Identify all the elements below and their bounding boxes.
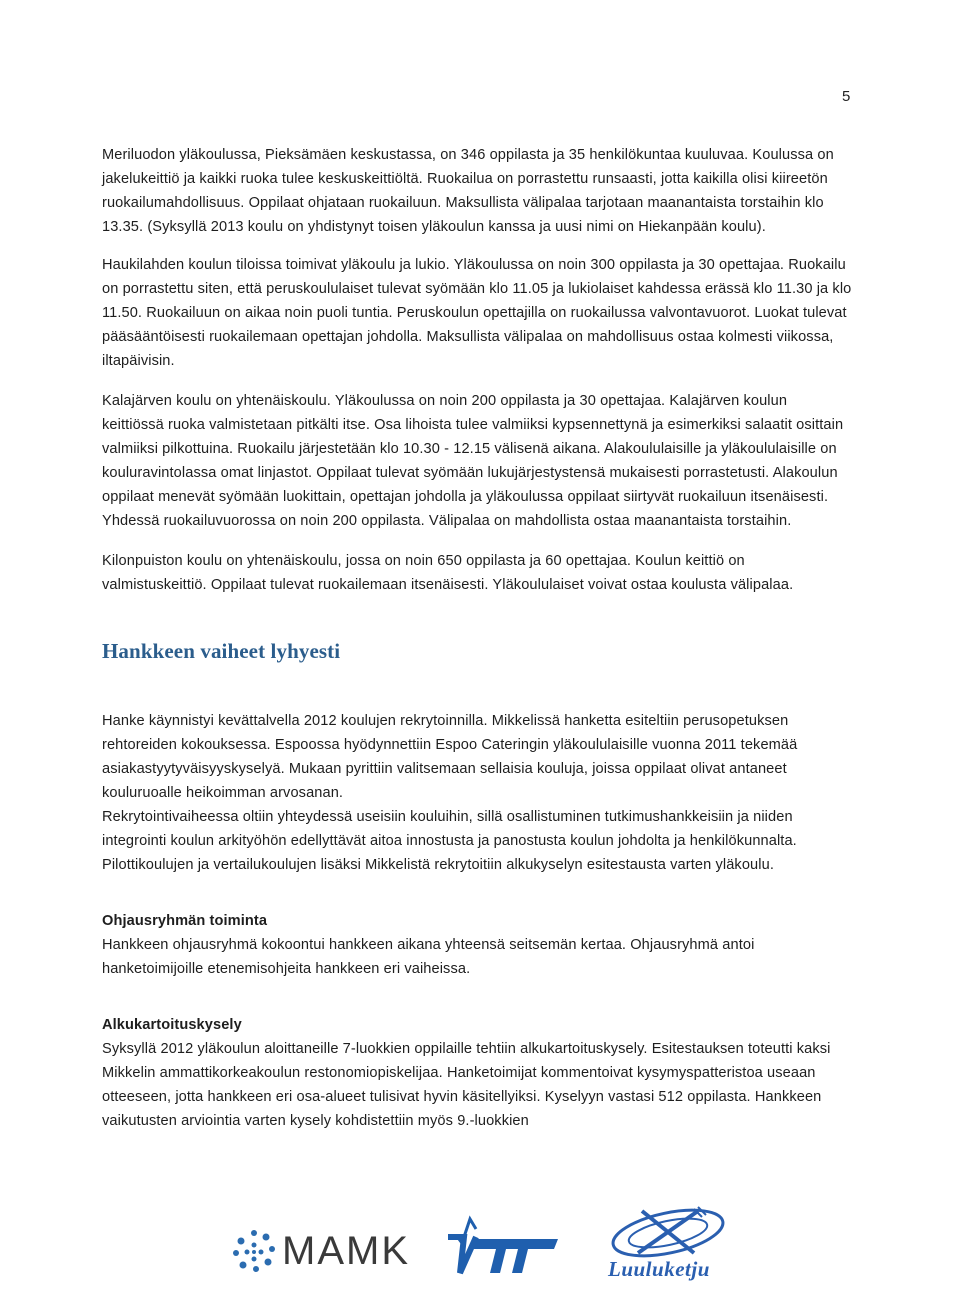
- subheading-ohjausryhma: Ohjausryhmän toiminta: [102, 913, 268, 929]
- paragraph-alkukartoitus: Syksyllä 2012 yläkoulun aloittaneille 7-luokkien oppilaille tehtiin alkukartoituskysely. Esitestauksen toteutti kaksi Mikkelin ammattikorkeakoulun restonomiopiskelijaa. Hanketoimijat kommentoivat kysymyspatteristoa useaan otteeseen, jotta hankkeen eri osa-alueet tulisivat hyvin käsitellyiksi. Kyselyyn vastasi 512 oppilasta. Hankkeen vaikutusten arviointia varten kysely kohdistettiin myös 9.-luokkien: [102, 1041, 831, 1129]
- paragraph-kalajarvi: Kalajärven koulu on yhtenäiskoulu. Yläkoulussa on noin 200 oppilasta ja 30 opettajaa. Kalajärven koulun keittiössä ruoka valmistetaan pitkälti itse. Osa lihoista tulee valmiiksi kypsennettynä ja esimerkiksi salaatit osittain valmiiksi pilkottuina. Ruokailu järjestetään klo 10.30 - 12.15 välisenä aikana. Alakoululaisille ja yläkoululaisille on kouluravintolassa omat linjastot. Oppilaat tulevat syömään lukujärjestystensä mukaisesti porrastetusti. Alakoulun oppilaat menevät syömään luokittain, opettajan johdolla ja yläkoulussa oppilaat siirtyvät ruokailuun itsenäisesti. Yhdessä ruokailuvuorossa on noin 200 oppilasta. Välipalaa on mahdollista ostaa maanantaista torstaihin.: [102, 393, 844, 529]
- mamk-dots-icon: [226, 1225, 282, 1281]
- luomuketju-wordmark: Luuluketju: [608, 1257, 710, 1281]
- document-body: [102, 143, 852, 1133]
- paragraph-ohjausryhma: Hankkeen ohjausryhmä kokoontui hankkeen aikana yhteensä seitsemän kertaa. Ohjausryhmä antoi hanketoimijoille etenemisohjeita hankkeen eri vaiheissa.: [102, 937, 755, 977]
- fork-globe-icon: [598, 1205, 758, 1261]
- vtt-mark-icon: [442, 1215, 562, 1281]
- paragraph-meriluoto: Meriluodon yläkoulussa, Pieksämäen keskustassa, on 346 oppilasta ja 35 henkilökuntaa kuuluvaa. Koulussa on jakelukeittiö ja kaikki ruoka tulee keskuskeittiöltä. Ruokailua on porrastettu runsaasti, jotta kaikilla olisi kiireetön ruokailumahdollisuus. Oppilaat ohjataan ruokailuun. Maksullista välipalaa tarjotaan maanantaista torstaihin klo 13.35. (Syksyllä 2013 koulu on yhdistynyt toisen yläkoulun kanssa ja uusi nimi on Hiekanpään koulu).: [102, 147, 834, 235]
- page-number: 5: [842, 88, 851, 105]
- luomuketju-logo: [598, 1205, 758, 1285]
- mamk-wordmark: MAMK: [282, 1229, 410, 1273]
- paragraph-kilonpuisto: Kilonpuiston koulu on yhtenäiskoulu, jossa on noin 650 oppilasta ja 60 opettajaa. Koulun keittiö on valmistuskeittiö. Oppilaat tulevat ruokailemaan itsenäisesti. Yläkoululaiset voivat ostaa koulusta välipalaa.: [102, 553, 794, 593]
- section-heading: Hankkeen vaiheet lyhyesti: [102, 639, 341, 663]
- vtt-logo: [442, 1215, 562, 1281]
- footer-logos: [220, 1205, 760, 1285]
- paragraph-hanke-kaynnistyi: Hanke käynnistyi kevättalvella 2012 koulujen rekrytoinnilla. Mikkelissä hanketta esiteltiin perusopetuksen rehtoreiden kokouksessa. Espoossa hyödynnettiin Espoo Cateringin yläkoululaisille vuonna 2011 tekemää asiakastyytyväisyyskyselyä. Mukaan pyrittiin valitsemaan sellaisia kouluja, joissa oppilaat olivat antaneet kouluruoalle heikoimman arvosanan.: [102, 713, 798, 801]
- mamk-logo: [226, 1225, 426, 1281]
- paragraph-rekrytointi: Rekrytointivaiheessa oltiin yhteydessä useisiin kouluihin, sillä osallistuminen tutkimushankkeisiin ja niiden integrointi koulun arkityöhön edellyttävät aitoa innostusta ja panostusta koulun johdolta ja henkilökunnalta. Pilottikoulujen ja vertailukoulujen lisäksi Mikkelistä rekrytoitiin alkukyselyn esitestausta varten yläkoulu.: [102, 809, 797, 873]
- subheading-alkukartoitus: Alkukartoituskysely: [102, 1017, 242, 1033]
- paragraph-haukilahti: Haukilahden koulun tiloissa toimivat yläkoulu ja lukio. Yläkoulussa on noin 300 oppilasta ja 30 opettajaa. Ruokailu on porrastettu siten, että peruskoululaiset tulevat syömään klo 11.05 ja lukiolaiset kahdessa erässä klo 11.30 ja klo 11.50. Ruokailuun on aikaa noin puoli tuntia. Peruskoulun opettajilla on ruokailussa valvontavuorot. Luokat tulevat pääsääntöisesti ruokailemaan opettajan johdolla. Maksullista välipalaa on mahdollisuus ostaa kolmesti viikossa, iltapäivisin.: [102, 257, 852, 369]
